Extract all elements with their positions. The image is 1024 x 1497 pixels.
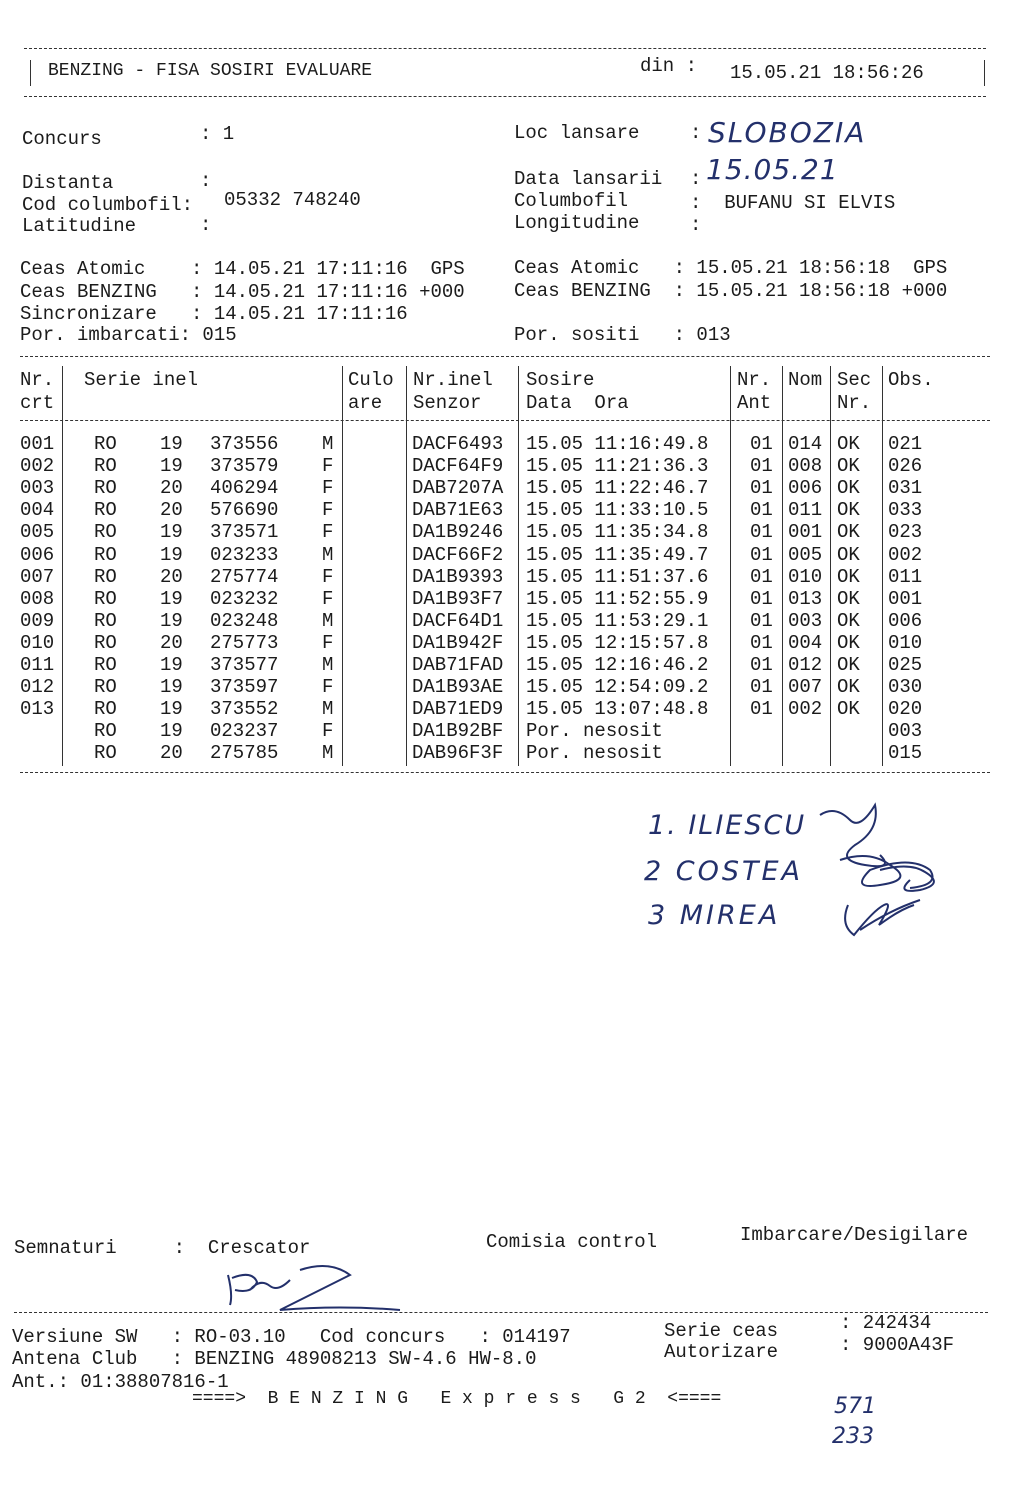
cell-tara: RO (94, 676, 117, 699)
col-serie-inel: Serie inel (84, 369, 199, 391)
cell-serie: 576690 (210, 499, 279, 522)
por-imbarcati: Por. imbarcati: 015 (20, 324, 237, 346)
cell-sec: OK (837, 543, 860, 566)
cell-sosire: 15.05 12:15:57.8 (526, 631, 709, 654)
cell-sosire: 15.05 12:16:46.2 (526, 654, 709, 676)
table-row (0, 654, 1024, 676)
cell-obs: 031 (888, 477, 923, 500)
col-nr-inel: Nr.inel (413, 369, 493, 391)
semnaturi-crescator: Semnaturi : Crescator (14, 1237, 311, 1259)
cell-ant: 01 (750, 433, 773, 455)
cell-obs: 033 (888, 499, 923, 522)
columbofil-value: : BUFANU SI ELVIS (690, 192, 896, 214)
cell-sec: OK (837, 587, 860, 610)
header-right-border (984, 60, 985, 86)
cell-tara: RO (94, 433, 117, 455)
ceas-atomic-start: Ceas Atomic : 14.05.21 17:11:16 GPS (20, 258, 465, 280)
cell-sosire: 15.05 11:21:36.3 (526, 455, 709, 478)
cell-senzor: DAB96F3F (412, 742, 504, 765)
cell-sex: F (322, 676, 334, 699)
cell-crt: 003 (20, 477, 55, 500)
por-sositi: Por. sositi : 013 (514, 324, 731, 346)
cell-an: 20 (160, 631, 183, 654)
col-sec-1: Sec (837, 369, 872, 391)
cell-crt: 013 (20, 698, 55, 721)
cell-an: 19 (160, 543, 183, 566)
cell-serie: 373571 (210, 521, 279, 544)
cell-sosire: 15.05 11:35:49.7 (526, 543, 709, 566)
cell-sec: OK (837, 455, 860, 478)
distanta-colon: : (200, 170, 212, 192)
cell-sex: F (322, 455, 334, 478)
cell-serie: 373577 (210, 654, 279, 676)
handwritten-rank-2: 2 COSTEA (644, 856, 804, 887)
latitudine-label: Latitudine (22, 215, 137, 237)
cell-tara: RO (94, 720, 117, 743)
cell-serie: 373597 (210, 676, 279, 699)
handwritten-number-1: 571 (834, 1394, 876, 1419)
cell-senzor: DA1B9393 (412, 565, 504, 588)
cell-serie: 275773 (210, 631, 279, 654)
cell-sex: F (322, 587, 334, 610)
col-obs: Obs. (888, 369, 934, 391)
din-value: 15.05.21 18:56:26 (730, 62, 924, 84)
cell-nom: 013 (788, 587, 823, 610)
cell-sex: M (322, 609, 334, 632)
cell-crt: 010 (20, 631, 55, 654)
cell-an: 19 (160, 676, 183, 699)
cell-crt: 007 (20, 565, 55, 588)
cell-sec: OK (837, 521, 860, 544)
cell-sex: F (322, 631, 334, 654)
cell-tara: RO (94, 499, 117, 522)
latitudine-colon: : (200, 214, 212, 236)
cell-nom: 008 (788, 455, 823, 478)
cell-an: 19 (160, 455, 183, 478)
cell-sex: F (322, 720, 334, 743)
longitudine-label: Longitudine (514, 212, 640, 234)
cell-senzor: DACF64D1 (412, 609, 504, 632)
cell-obs: 026 (888, 455, 923, 478)
cell-sec: OK (837, 565, 860, 588)
cell-obs: 021 (888, 433, 923, 455)
cell-nom: 011 (788, 499, 823, 522)
cell-senzor: DACF6493 (412, 433, 504, 455)
cell-nom: 001 (788, 521, 823, 544)
cod-columbofil-value: 05332 748240 (224, 189, 361, 211)
cod-columbofil-label: Cod columbofil: (22, 194, 194, 216)
col-nr-ant-1: Nr. (737, 369, 772, 391)
table-row (0, 720, 1024, 742)
cell-senzor: DAB71E63 (412, 499, 504, 522)
cell-sex: F (322, 521, 334, 544)
cell-crt: 011 (20, 654, 55, 676)
col-culoare-2: are (348, 392, 383, 414)
cell-sex: M (322, 543, 334, 566)
loc-lansare-handwritten: SLOBOZIA (708, 116, 867, 149)
cell-ant: 01 (750, 609, 773, 632)
loc-lansare-colon: : (690, 122, 702, 144)
cell-an: 19 (160, 654, 183, 676)
cell-sex: M (322, 654, 334, 676)
handwritten-rank-1: 1. ILIESCU (648, 810, 807, 841)
cell-ant: 01 (750, 565, 773, 588)
cell-sex: M (322, 433, 334, 455)
cell-obs: 001 (888, 587, 923, 610)
table-row (0, 477, 1024, 499)
cell-nom: 003 (788, 609, 823, 632)
cell-sosire: 15.05 11:22:46.7 (526, 477, 709, 500)
ceas-benzing-end: Ceas BENZING : 15.05.21 18:56:18 +000 (514, 280, 948, 302)
cell-crt: 004 (20, 499, 55, 522)
cell-serie: 023232 (210, 587, 279, 610)
cell-obs: 023 (888, 521, 923, 544)
cell-crt: 002 (20, 455, 55, 478)
table-header-border (20, 420, 990, 421)
autorizare-label: Autorizare (664, 1341, 779, 1363)
table-row (0, 698, 1024, 720)
cell-serie: 406294 (210, 477, 279, 500)
col-nom: Nom (788, 369, 823, 391)
columbofil-label: Columbofil (514, 190, 629, 212)
longitudine-colon: : (690, 214, 702, 236)
cell-sosire: 15.05 11:16:49.8 (526, 433, 709, 455)
col-culoare-1: Culo (348, 369, 394, 391)
header-top-border (24, 48, 986, 49)
cell-obs: 002 (888, 543, 923, 566)
cell-serie: 023248 (210, 609, 279, 632)
cell-serie: 373556 (210, 433, 279, 455)
cell-tara: RO (94, 654, 117, 676)
cell-crt: 009 (20, 609, 55, 632)
cell-sosire: Por. nesosit (526, 720, 663, 743)
cell-serie: 275774 (210, 565, 279, 588)
cell-senzor: DACF66F2 (412, 543, 504, 566)
cell-an: 19 (160, 720, 183, 743)
header-bottom-border (24, 96, 986, 97)
cell-ant: 01 (750, 499, 773, 522)
cell-senzor: DAB71ED9 (412, 698, 504, 721)
col-nr-ant-2: Ant (737, 392, 772, 414)
table-top-border (20, 356, 990, 357)
cell-sosire: 15.05 13:07:48.8 (526, 698, 709, 721)
cell-sex: F (322, 499, 334, 522)
cell-an: 20 (160, 565, 183, 588)
cell-ant: 01 (750, 477, 773, 500)
benzing-express-banner: ====> B E N Z I N G E x p r e s s G 2 <==== (192, 1389, 722, 1409)
cell-obs: 020 (888, 698, 923, 721)
cell-tara: RO (94, 477, 117, 500)
table-row (0, 632, 1024, 654)
cell-senzor: DAB7207A (412, 477, 504, 500)
cell-crt: 008 (20, 587, 55, 610)
cell-ant: 01 (750, 676, 773, 699)
table-row (0, 499, 1024, 521)
cell-sec: OK (837, 654, 860, 676)
cell-nom: 006 (788, 477, 823, 500)
header-left-border (30, 60, 31, 86)
col-nr: Nr. (20, 369, 55, 391)
distanta-label: Distanta (22, 172, 114, 194)
table-bottom-border (20, 772, 990, 773)
handwritten-rank-3: 3 MIREA (648, 900, 781, 931)
cell-nom: 012 (788, 654, 823, 676)
autorizare-value: : 9000A43F (840, 1334, 955, 1356)
loc-lansare-label: Loc lansare (514, 122, 640, 144)
cell-senzor: DA1B93F7 (412, 587, 504, 610)
cell-senzor: DACF64F9 (412, 455, 504, 478)
ceas-benzing-start: Ceas BENZING : 14.05.21 17:11:16 +000 (20, 281, 465, 303)
sincronizare: Sincronizare : 14.05.21 17:11:16 (20, 303, 408, 325)
cell-an: 20 (160, 499, 183, 522)
cell-an: 19 (160, 521, 183, 544)
data-lansarii-colon: : (690, 168, 702, 190)
cell-serie: 275785 (210, 742, 279, 765)
table-row (0, 676, 1024, 698)
cell-ant: 01 (750, 698, 773, 721)
cell-ant: 01 (750, 631, 773, 654)
cell-obs: 030 (888, 676, 923, 699)
cell-an: 20 (160, 742, 183, 765)
cell-nom: 005 (788, 543, 823, 566)
table-row (0, 742, 1024, 764)
cell-sec: OK (837, 609, 860, 632)
cell-sex: F (322, 565, 334, 588)
col-data-ora: Data Ora (526, 392, 629, 414)
cell-sosire: 15.05 11:51:37.6 (526, 565, 709, 588)
cell-tara: RO (94, 587, 117, 610)
cell-serie: 373579 (210, 455, 279, 478)
cell-ant: 01 (750, 455, 773, 478)
cell-tara: RO (94, 455, 117, 478)
col-crt: crt (20, 392, 55, 414)
cell-sec: OK (837, 631, 860, 654)
cell-sosire: 15.05 11:33:10.5 (526, 499, 709, 522)
cell-an: 20 (160, 477, 183, 500)
col-sec-2: Nr. (837, 392, 872, 414)
cell-sec: OK (837, 477, 860, 500)
cell-sosire: 15.05 11:35:34.8 (526, 521, 709, 544)
table-row (0, 566, 1024, 588)
col-senzor: Senzor (413, 392, 482, 414)
cell-nom: 010 (788, 565, 823, 588)
cell-ant: 01 (750, 543, 773, 566)
cell-sec: OK (837, 676, 860, 699)
data-lansarii-label: Data lansarii (514, 168, 663, 190)
cell-obs: 006 (888, 609, 923, 632)
cell-serie: 023237 (210, 720, 279, 743)
cell-obs: 015 (888, 742, 923, 765)
cell-sosire: Por. nesosit (526, 742, 663, 765)
cell-senzor: DA1B93AE (412, 676, 504, 699)
cell-crt: 006 (20, 543, 55, 566)
table-row (0, 610, 1024, 632)
col-sosire: Sosire (526, 369, 595, 391)
cell-obs: 010 (888, 631, 923, 654)
cell-ant: 01 (750, 654, 773, 676)
cell-an: 19 (160, 433, 183, 455)
cell-ant: 01 (750, 587, 773, 610)
cell-sex: F (322, 477, 334, 500)
cell-nom: 014 (788, 433, 823, 455)
cell-an: 19 (160, 609, 183, 632)
cell-sec: OK (837, 499, 860, 522)
table-row (0, 521, 1024, 543)
cell-sosire: 15.05 12:54:09.2 (526, 676, 709, 699)
cell-ant: 01 (750, 521, 773, 544)
cell-sosire: 15.05 11:53:29.1 (526, 609, 709, 632)
cell-crt: 001 (20, 433, 55, 455)
concurs-label: Concurs (22, 128, 102, 150)
cell-tara: RO (94, 543, 117, 566)
cell-obs: 011 (888, 565, 923, 588)
ceas-atomic-end: Ceas Atomic : 15.05.21 18:56:18 GPS (514, 257, 948, 279)
antena-club: Antena Club : BENZING 48908213 SW-4.6 HW-8.0 (12, 1348, 537, 1370)
table-row (0, 433, 1024, 455)
table-row (0, 455, 1024, 477)
cell-sosire: 15.05 11:52:55.9 (526, 587, 709, 610)
cell-tara: RO (94, 742, 117, 765)
cell-obs: 003 (888, 720, 923, 743)
table-row (0, 588, 1024, 610)
cell-tara: RO (94, 609, 117, 632)
table-row (0, 544, 1024, 566)
report-title: BENZING - FISA SOSIRI EVALUARE (48, 61, 373, 81)
cell-nom: 004 (788, 631, 823, 654)
imbarcare-desigilare: Imbarcare/Desigilare (740, 1224, 969, 1246)
cell-senzor: DA1B92BF (412, 720, 504, 743)
serie-ceas-value: : 242434 (840, 1312, 932, 1334)
cell-an: 19 (160, 587, 183, 610)
handwritten-number-2: 233 (832, 1424, 874, 1449)
cell-tara: RO (94, 565, 117, 588)
comisia-control: Comisia control (486, 1231, 658, 1253)
cell-senzor: DA1B942F (412, 631, 504, 654)
cell-obs: 025 (888, 654, 923, 676)
cell-sex: M (322, 698, 334, 721)
cell-senzor: DA1B9246 (412, 521, 504, 544)
cell-crt: 005 (20, 521, 55, 544)
din-label: din : (640, 55, 698, 77)
data-lansarii-handwritten: 15.05.21 (706, 153, 839, 186)
cell-nom: 007 (788, 676, 823, 699)
cell-sec: OK (837, 433, 860, 455)
cell-serie: 023233 (210, 543, 279, 566)
cell-nom: 002 (788, 698, 823, 721)
serie-ceas-label: Serie ceas (664, 1320, 779, 1342)
concurs-value: : 1 (200, 123, 235, 145)
cell-tara: RO (94, 698, 117, 721)
cell-an: 19 (160, 698, 183, 721)
cell-sec: OK (837, 698, 860, 721)
versiune-sw: Versiune SW : RO-03.10 Cod concurs : 014197 (12, 1326, 571, 1348)
cell-serie: 373552 (210, 698, 279, 721)
cell-tara: RO (94, 631, 117, 654)
ant-id: Ant.: 01:38807816-1 (12, 1371, 229, 1393)
cell-senzor: DAB71FAD (412, 654, 504, 676)
cell-sex: M (322, 742, 334, 765)
cell-crt: 012 (20, 676, 55, 699)
cell-tara: RO (94, 521, 117, 544)
